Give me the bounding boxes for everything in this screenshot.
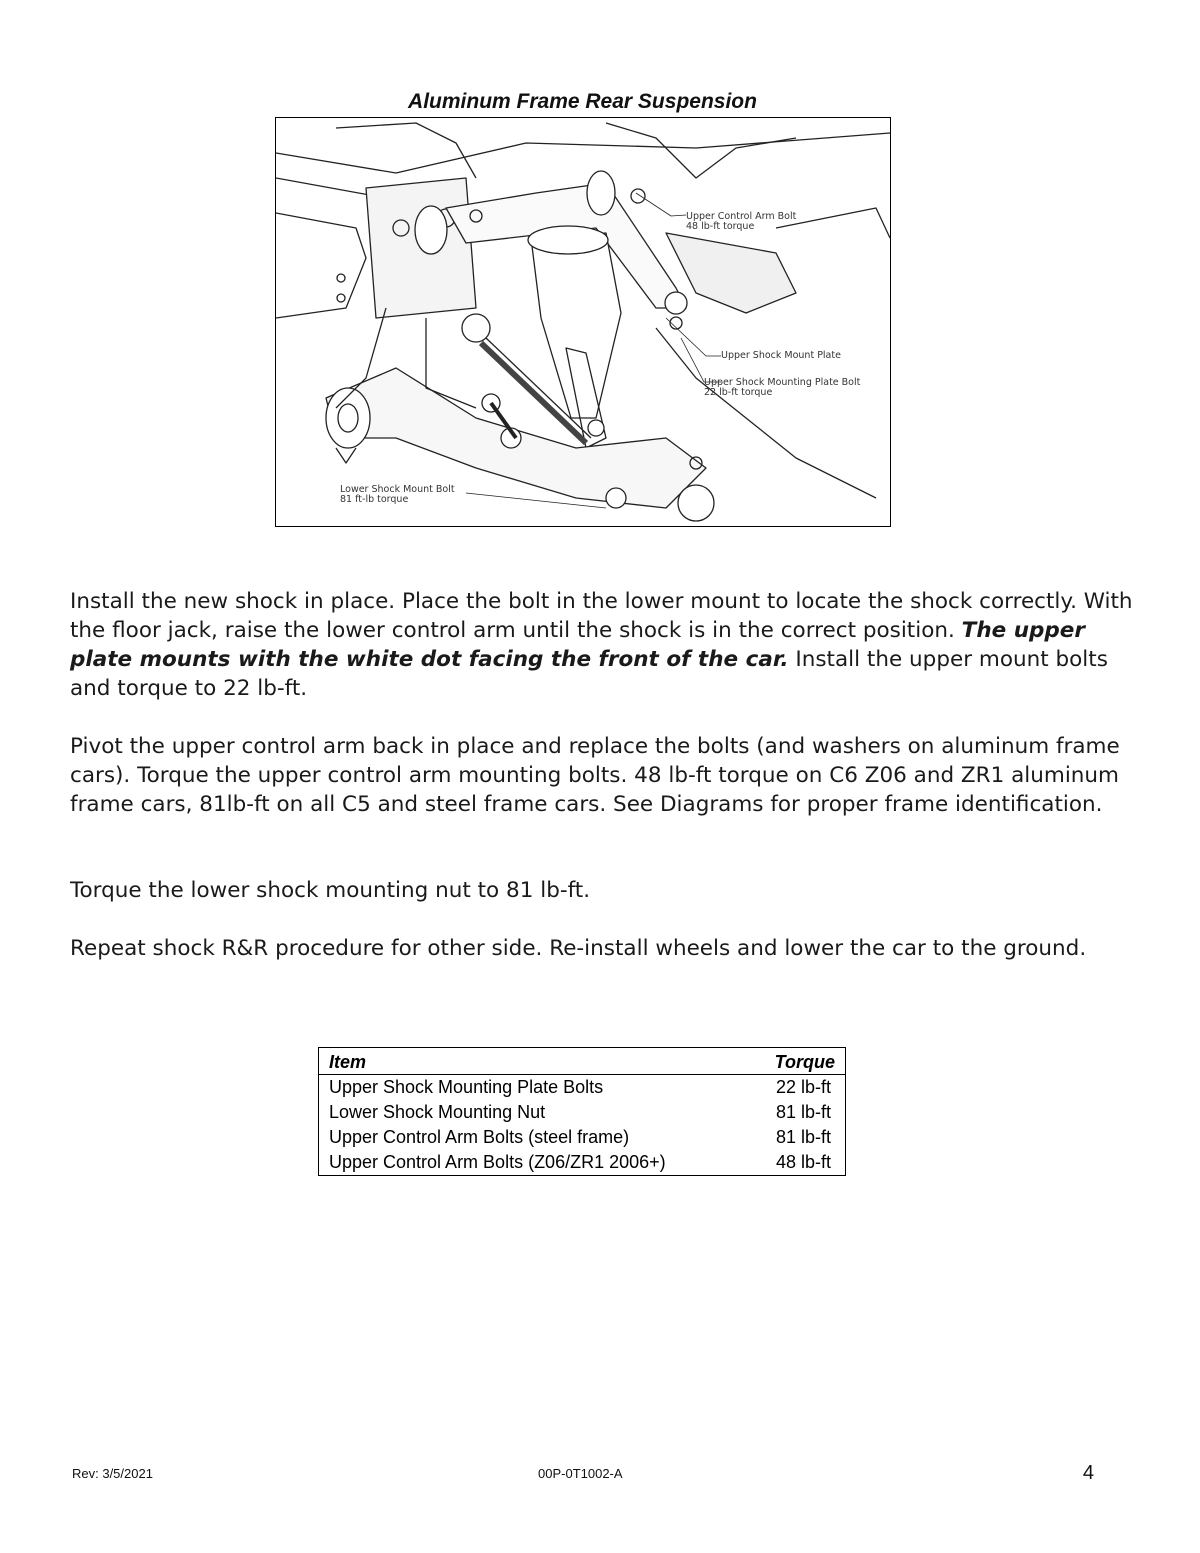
callout-upper-plate: Upper Shock Mount Plate (721, 350, 841, 361)
row-item: Upper Control Arm Bolts (steel frame) (329, 1127, 630, 1147)
row-item: Lower Shock Mounting Nut (329, 1102, 546, 1122)
row-item: Upper Shock Mounting Plate Bolts (329, 1077, 604, 1097)
table-row (319, 1100, 846, 1125)
callout-lower-bolt-line2: 81 ft-lb torque (340, 494, 409, 505)
figure-title: Aluminum Frame Rear Suspension (408, 90, 757, 113)
page-number: 4 (1082, 1462, 1094, 1484)
row-torque: 81 lb-ft (775, 1127, 831, 1147)
row-torque: 48 lb-ft (775, 1152, 831, 1172)
callout-plate-bolt-line2: 22 lb-ft torque (704, 387, 773, 398)
row-item: Upper Control Arm Bolts (Z06/ZR1 2006+) (329, 1152, 666, 1172)
suspension-diagram (275, 117, 891, 527)
row-torque: 81 lb-ft (775, 1102, 831, 1122)
callout-lower-bolt-line1: Lower Shock Mount Bolt (340, 484, 455, 495)
paragraph-repeat: Repeat shock R&R procedure for other side. Re-install wheels and lower the car to the ground. (70, 936, 1087, 961)
table-row (319, 1150, 846, 1176)
callout-plate-bolt-line1: Upper Shock Mounting Plate Bolt (704, 377, 861, 388)
table-row (319, 1075, 846, 1101)
callout-upper-arm-line1: Upper Control Arm Bolt (686, 211, 797, 222)
header-torque: Torque (748, 1048, 845, 1075)
footer-doc-number: 00P-0T1002-A (538, 1466, 623, 1481)
callout-upper-arm-line2: 48 lb-ft torque (686, 221, 755, 232)
footer-revision: Rev: 3/5/2021 (72, 1466, 153, 1481)
row-torque: 22 lb-ft (775, 1077, 831, 1097)
torque-table (318, 1047, 846, 1176)
p1-emphasis: The upper plate mounts with the white dot facing the front of the car. (70, 618, 1085, 672)
paragraph-lower-nut: Torque the lower shock mounting nut to 81 lb-ft. (70, 878, 591, 903)
paragraph-install-shock (70, 587, 1140, 703)
table-row (319, 1125, 846, 1150)
table-header-row (319, 1048, 846, 1075)
p1-text-a: Install the new shock in place. Place the bolt in the lower mount to locate the shock correctly. With the floor jack, raise the lower control arm until the shock is in the correct position. (70, 589, 1133, 643)
paragraph-pivot-arm: Pivot the upper control arm back in place and replace the bolts (and washers on aluminum frame cars). Torque the upper control arm mounting bolts. 48 lb-ft torque on C6 Z06 and ZR1 aluminum frame cars, 81lb-ft on all C5 and steel frame cars. See Diagrams for proper frame identification. (70, 734, 1120, 817)
p1-text-b: Install the upper mount bolts and torque to 22 lb-ft. (70, 647, 1108, 701)
header-item: Item (319, 1048, 749, 1075)
suspension-illustration (276, 118, 890, 526)
